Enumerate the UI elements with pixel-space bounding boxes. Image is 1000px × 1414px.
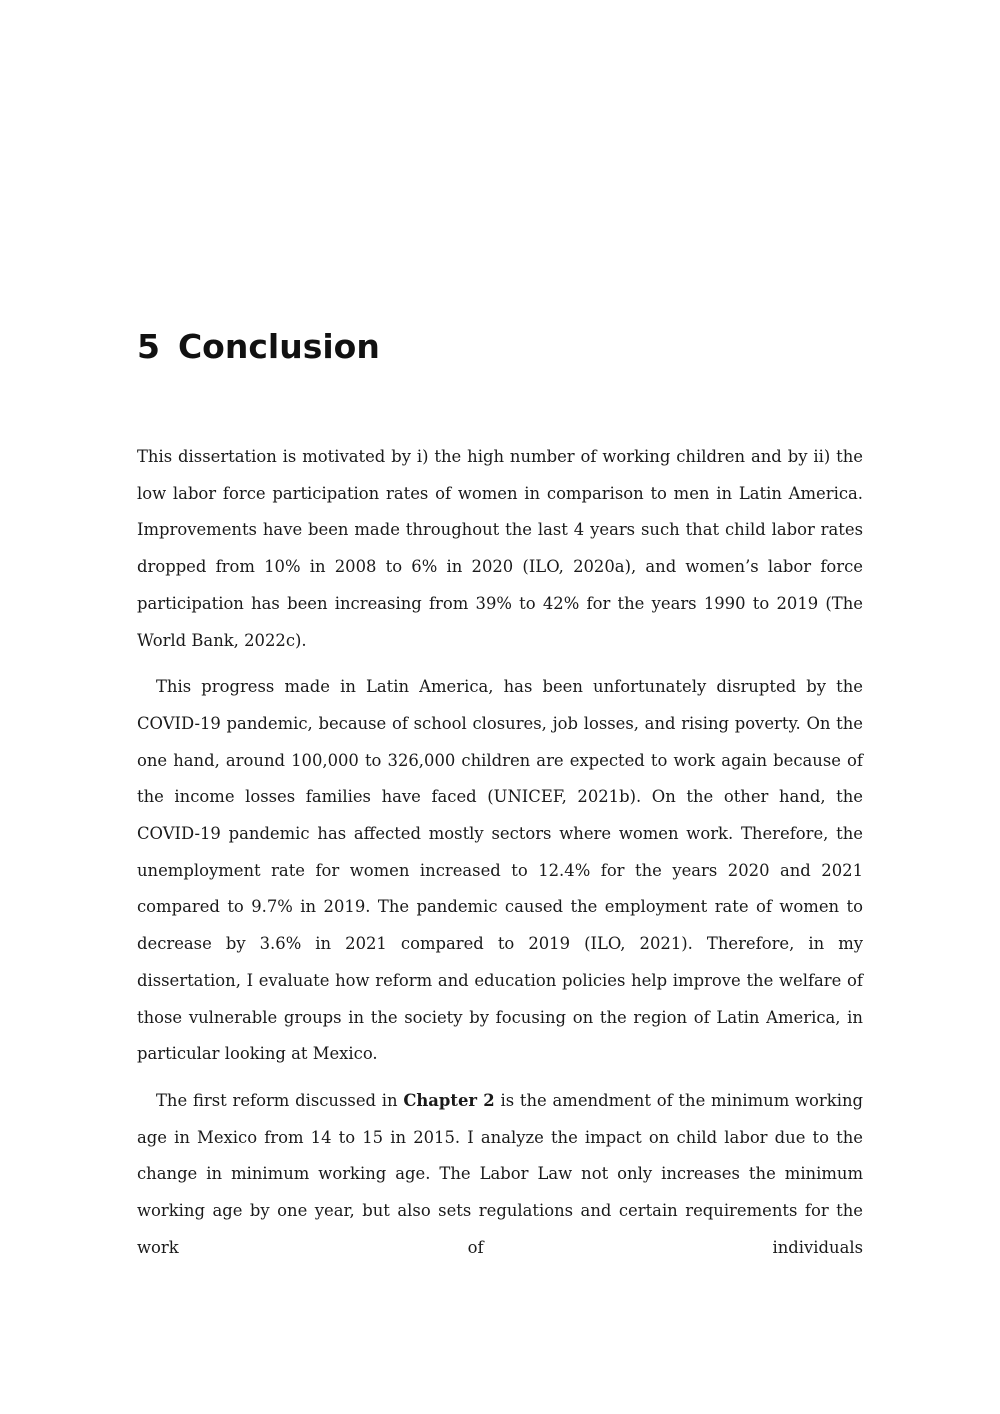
chapter-reference: Chapter 2	[403, 1090, 495, 1110]
paragraph-text: is the amendment of the minimum working age in Mexico from 14 to 15 in 2015. I analyze the impact on child labor due to the change in minimum working age. The Labor Law not only increases the minimum working age by one year, but also sets regulations and certain requirements for the work of individuals	[137, 1090, 863, 1257]
chapter-title: Conclusion	[177, 327, 380, 366]
body-text	[137, 439, 863, 1276]
paragraph-chapter-2-summary	[137, 1083, 863, 1267]
chapter-heading	[137, 325, 380, 369]
paragraph-covid-impact: This progress made in Latin America, has been unfortunately disrupted by the COVID-19 pandemic, because of school closures, job losses, and rising poverty. On the one hand, around 100,000 to 326,000 children are expected to work again because of the income losses families have faced (UNICEF, 2021b). On the other hand, the COVID-19 pandemic has affected mostly sectors where women work. Therefore, the unemployment rate for women increased to 12.4% for the years 2020 and 2021 compared to 9.7% in 2019. The pandemic caused the employment rate of women to decrease by 3.6% in 2021 compared to 2019 (ILO, 2021). Therefore, in my dissertation, I evaluate how reform and education policies help improve the welfare of those vulnerable groups in the society by focusing on the region of Latin America, in particular looking at Mexico.	[137, 677, 863, 1064]
paragraph-text: The first reform discussed in	[156, 1090, 404, 1110]
chapter-number: 5	[137, 327, 160, 366]
paragraph-motivation: This dissertation is motivated by i) the high number of working children and by ii) the low labor force participation rates of women in comparison to men in Latin America. Improvements have been made throughout the last 4 years such that child labor rates dropped from 10% in 2008 to 6% in 2020 (ILO, 2020a), and women’s labor force participation has been increasing from 39% to 42% for the years 1990 to 2019 (The World Bank, 2022c).	[137, 447, 863, 650]
